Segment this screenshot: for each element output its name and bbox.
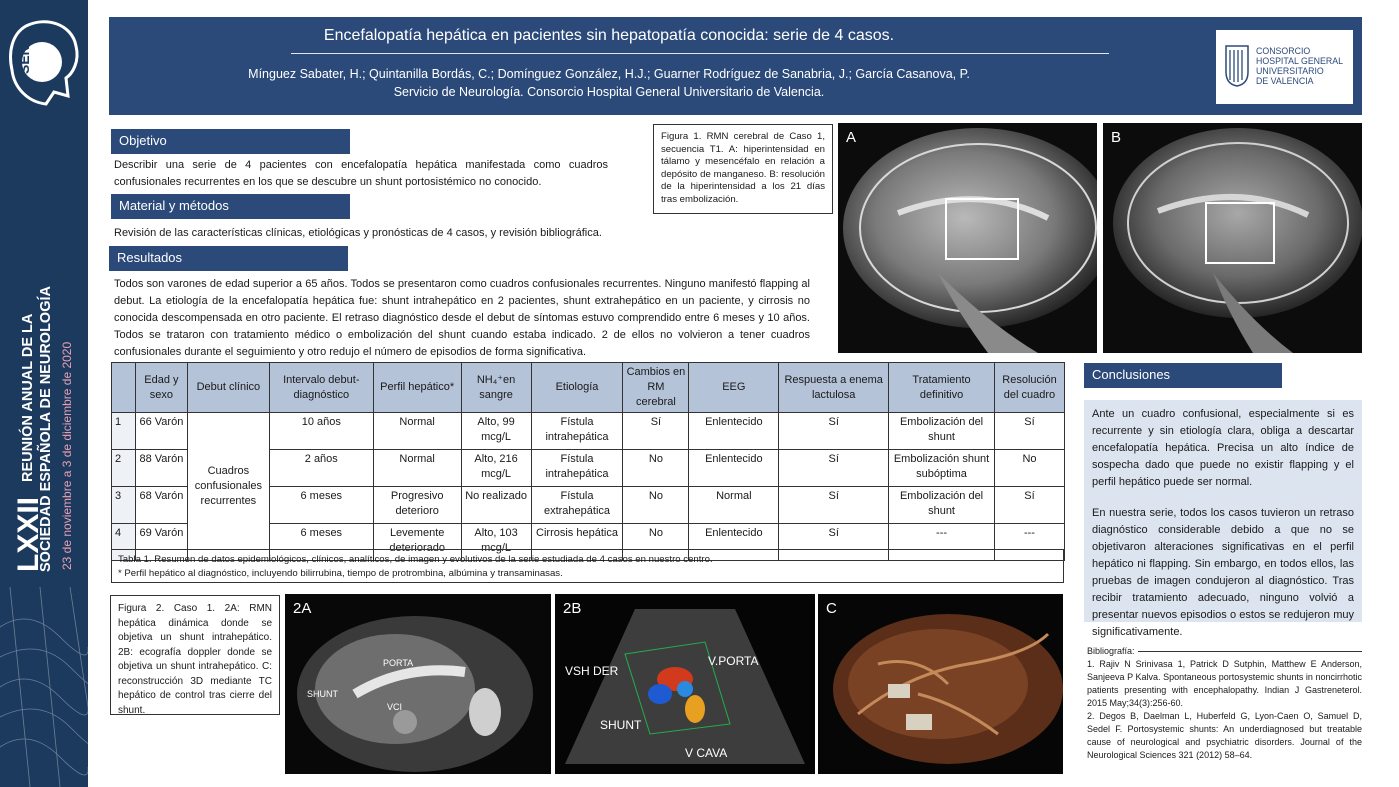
resultados-heading: Resultados	[109, 246, 348, 271]
col-header-rm: Cambios en RM cerebral	[623, 363, 689, 413]
figure-label-c: C	[826, 600, 837, 617]
label-v-cava: V CAVA	[685, 746, 728, 760]
cell-edad: 69 Varón	[135, 524, 187, 561]
table-row	[112, 413, 1065, 450]
cell-respuesta: Sí	[779, 524, 889, 561]
logo-line-1: CONSORCIO	[1256, 46, 1311, 56]
bibliografia-rule	[1138, 651, 1362, 652]
cell-eeg: Enlentecido	[689, 450, 779, 487]
brain-mri-a	[838, 123, 1097, 353]
col-header-num	[112, 363, 136, 413]
label-shunt-mri: SHUNT	[307, 689, 338, 699]
cell-etiologia: Fístula intrahepática	[531, 450, 623, 487]
cell-debut-shared: Cuadros confusionales recurrentes	[187, 413, 269, 561]
cell-perfil: Levemente deteriorado	[373, 524, 461, 561]
label-porta: PORTA	[383, 658, 414, 668]
col-header-resolucion: Resolución del cuadro	[994, 363, 1064, 413]
col-header-perfil: Perfil hepático*	[373, 363, 461, 413]
cell-rm: Sí	[623, 413, 689, 450]
cell-resolucion: No	[994, 450, 1064, 487]
cell-nh4: Alto, 216 mcg/L	[461, 450, 531, 487]
cell-perfil: Normal	[373, 450, 461, 487]
cell-tratamiento: ---	[889, 524, 995, 561]
ct-3d-illustration	[818, 594, 1063, 774]
hospital-logo	[1216, 30, 1353, 104]
figura1-caption: Figura 1. RMN cerebral de Caso 1, secuencia T1. A: hiperintensidad en tálamo y mesencéfalo en relación a depósito de manganeso. B: resolución de la hiperintensidad a los 21 días tras embolización.	[653, 124, 833, 214]
reference-1: 1. Rajiv N Srinivasa 1, Patrick D Sutphin, Matthew E Anderson, Sanjeeva P Kalva. Spontaneous portosystemic shunts in noncirrhotic patients presenting with encephalopathy. Indian J Gastreneterol. 2015 May;34(3):256-60.	[1087, 659, 1362, 708]
cell-tratamiento: Embolización del shunt	[889, 413, 995, 450]
poster-header	[109, 17, 1362, 115]
cell-rm: No	[623, 450, 689, 487]
cell-resolucion: Sí	[994, 413, 1064, 450]
cell-etiologia: Fístula extrahepática	[531, 487, 623, 524]
label-vci: VCI	[387, 702, 403, 712]
conclusiones-p2: En nuestra serie, todos los casos tuvieron un retraso diagnóstico considerable debido a que no se objetivaron alteraciones significativas en el perfil hepático ni flapping. Sin embargo, en todos ellos, las pruebas de imagen condujeron al diagnóstico. Tras recibir tratamiento adecuado, ninguno volvió a presentar nuevos episodios o estos se redujeron muy significativamente.	[1092, 507, 1354, 638]
brain-mri-b-illustration	[1103, 123, 1362, 353]
cell-edad: 68 Varón	[135, 487, 187, 524]
col-header-respuesta: Respuesta a enema lactulosa	[779, 363, 889, 413]
cell-respuesta: Sí	[779, 450, 889, 487]
cell-nh4: Alto, 99 mcg/L	[461, 413, 531, 450]
col-header-etiologia: Etiología	[531, 363, 623, 413]
cell-perfil: Progresivo deterioro	[373, 487, 461, 524]
cell-intervalo: 6 meses	[269, 524, 373, 561]
cell-resolucion: ---	[994, 524, 1064, 561]
reference-2: 2. Degos B, Daelman L, Huberfeld G, Lyon-Caen O, Samuel D, Sedel F. Portosystemic shunts: An underdiagnosed but treatable cause of neurological and psychiatric disorders. Journal of the Neurological Sciences 321 (2012) 58–64.	[1087, 711, 1362, 760]
results-table	[111, 362, 1065, 561]
table-caption-line2: * Perfil hepático al diagnóstico, incluyendo bilirrubina, tiempo de protrombina, albúmina y transaminasas.	[118, 567, 563, 579]
bibliografia-block	[1087, 645, 1362, 762]
congress-line2: SOCIEDAD ESPAÑOLA DE NEUROLOGÍA	[38, 286, 54, 572]
cell-eeg: Enlentecido	[689, 413, 779, 450]
label-v-porta: V.PORTA	[708, 654, 759, 668]
cell-respuesta: Sí	[779, 413, 889, 450]
cell-nh4: No realizado	[461, 487, 531, 524]
table-caption	[111, 549, 1064, 583]
poster-title: Encefalopatía hepática en pacientes sin hepatopatía conocida: serie de 4 casos.	[323, 27, 895, 44]
logo-line-3: UNIVERSITARIO	[1256, 66, 1324, 76]
cell-perfil: Normal	[373, 413, 461, 450]
cell-eeg: Normal	[689, 487, 779, 524]
bibliografia-heading: Bibliografía:	[1087, 646, 1135, 656]
congress-sidebar	[0, 0, 88, 787]
results-table-wrapper	[111, 362, 1065, 561]
logo-line-2: HOSPITAL GENERAL	[1256, 56, 1344, 66]
cell-intervalo: 10 años	[269, 413, 373, 450]
cell-rm: No	[623, 524, 689, 561]
congress-line1: REUNIÓN ANUAL DE LA	[20, 313, 36, 482]
resultados-text: Todos son varones de edad superior a 65 años. Todos se presentaron como cuadros confusionales recurrentes. Ninguno manifestó flapping al debut. La etiología de la encefalopatía hepática fue: shunt intrahepático en 2 pacientes, shunt extrahepático en un paciente, y cirrosis no conocida descompensada en otro paciente. El retraso diagnóstico desde el debut de síntomas estuvo comprendido entre 6 meses y 10 años. Todos se trataron con tratamiento médico o embolización del shunt cuando estaba indicado. 2 de ellos no volvieron a tener cuadros confusionales durante el seguimiento y otro redujo el número de episodios de forma significativa.	[114, 278, 810, 358]
objetivo-heading: Objetivo	[111, 129, 350, 154]
metodos-heading: Material y métodos	[111, 194, 350, 219]
conclusiones-heading: Conclusiones	[1084, 363, 1282, 388]
cell-nh4: Alto, 103 mcg/L	[461, 524, 531, 561]
table-header-row	[112, 363, 1065, 413]
conclusiones-box	[1084, 400, 1362, 638]
cell-num: 4	[112, 524, 136, 561]
cell-rm: No	[623, 487, 689, 524]
cell-edad: 66 Varón	[135, 413, 187, 450]
col-header-intervalo: Intervalo debut-diagnóstico	[269, 363, 373, 413]
brain-pattern-decoration	[0, 587, 88, 787]
cell-intervalo: 6 meses	[269, 487, 373, 524]
col-header-nh4: NH₄⁺en sangre	[461, 363, 531, 413]
cell-resolucion: Sí	[994, 487, 1064, 524]
title-divider	[291, 53, 1109, 54]
affiliation: Servicio de Neurología. Consorcio Hospital General Universitario de Valencia.	[393, 85, 825, 99]
figura2-caption: Figura 2. Caso 1. 2A: RMN hepática dinámica donde se objetiva un shunt intrahepático. 2B: ecografía doppler donde se objetiva un shunt intrahepático. C: reconstrucción 3D mediante TC hepático de control tras cierre del shunt.	[110, 595, 280, 715]
authors-block	[109, 65, 1109, 101]
figure-label-2b: 2B	[563, 600, 582, 617]
figure-label-2a: 2A	[293, 600, 312, 617]
col-header-eeg: EEG	[689, 363, 779, 413]
metodos-text: Revisión de las características clínicas, etiológicas y pronósticas de 4 casos, y revisión bibliográfica.	[114, 227, 602, 239]
hospital-crest-icon	[1224, 44, 1250, 88]
cell-tratamiento: Embolización del shunt	[889, 487, 995, 524]
col-header-debut: Debut clínico	[187, 363, 269, 413]
cell-etiologia: Cirrosis hepática	[531, 524, 623, 561]
logo-line-4: DE VALENCIA	[1256, 76, 1314, 86]
cell-num: 1	[112, 413, 136, 450]
doppler-ultrasound-2b	[555, 594, 815, 774]
cell-edad: 88 Varón	[135, 450, 187, 487]
congress-dates: 23 de noviembre a 3 de diciembre de 2020	[60, 341, 74, 570]
label-shunt-us: SHUNT	[600, 718, 642, 732]
authors: Mínguez Sabater, H.; Quintanilla Bordás, C.; Domínguez González, H.J.; Guarner Rodríguez de Sanabria, J.; García Casanova, P.	[248, 67, 970, 81]
liver-mri-illustration	[285, 594, 551, 774]
cell-intervalo: 2 años	[269, 450, 373, 487]
congress-edition: LXXII	[12, 496, 45, 572]
figure-label-b: B	[1111, 129, 1122, 146]
objetivo-text: Describir una serie de 4 pacientes con encefalopatía hepática manifestada como cuadros confusionales recurrentes en los que se descubre un shunt portosistémico no conocido.	[114, 159, 608, 188]
cell-tratamiento: Embolización shunt subóptima	[889, 450, 995, 487]
ct-3d-reconstruction-c	[818, 594, 1063, 774]
table-caption-line1: Tabla 1. Resumen de datos epidemiológicos, clínicos, analíticos, de imagen y evolutivos de la serie estudiada de 4 casos en nuestro centro.	[118, 554, 713, 565]
brain-mri-b	[1103, 123, 1362, 353]
brain-mri-a-illustration	[838, 123, 1097, 353]
cell-etiologia: Fístula intrahepática	[531, 413, 623, 450]
sen-logo-text: SEN	[16, 45, 32, 74]
conclusiones-p1: Ante un cuadro confusional, especialmente si es recurrente y sin etiología clara, obliga a descartar encefalopatía hepática. Precisa un alto índice de sospecha dado que puede no existir flapping y el perfil hepático puede ser normal.	[1092, 408, 1354, 488]
figure-label-a: A	[846, 129, 857, 146]
cell-num: 2	[112, 450, 136, 487]
col-header-edad: Edad y sexo	[135, 363, 187, 413]
label-vsh-der: VSH DER	[565, 664, 619, 678]
col-header-tratamiento: Tratamiento definitivo	[889, 363, 995, 413]
cell-num: 3	[112, 487, 136, 524]
cell-eeg: Enlentecido	[689, 524, 779, 561]
liver-mri-2a	[285, 594, 551, 774]
cell-respuesta: Sí	[779, 487, 889, 524]
